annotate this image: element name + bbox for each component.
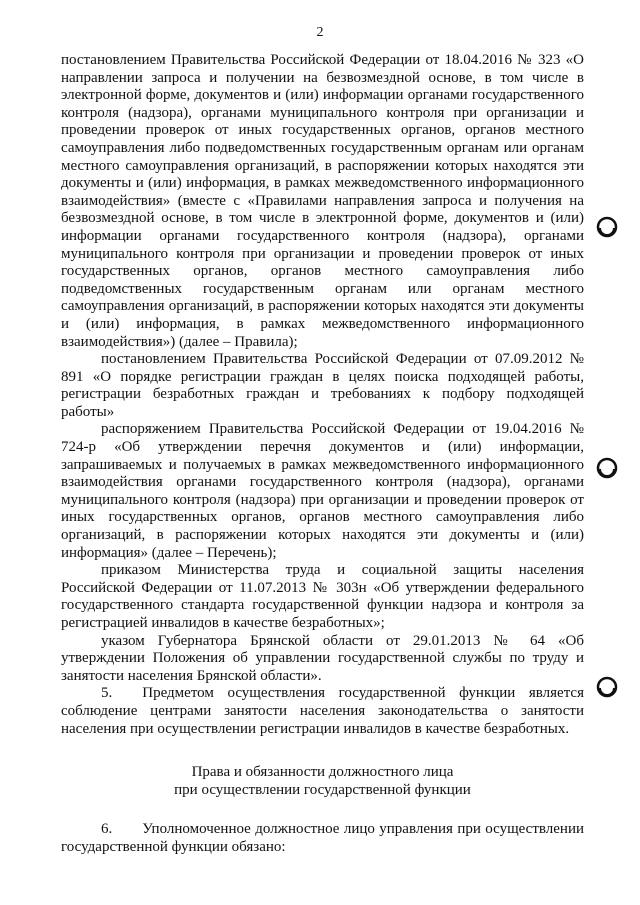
section-heading xyxy=(61,764,584,799)
section-heading-line-1: Права и обязанности должностного лица xyxy=(191,764,454,781)
paragraph-item-5: 5. Предметом осуществления государственной функции является соблюдение центрами занятости населения законодательства о занятости населения при осуществлении регистрации инвалидов в качестве безработных. xyxy=(61,685,584,737)
page-number: 2 xyxy=(316,25,324,40)
punch-hole-icon xyxy=(596,216,618,238)
paragraph-item-6: 6. Уполномоченное должностное лицо управления при осуществлении государственной функции обязано: xyxy=(61,821,584,855)
paragraph-decree-64: указом Губернатора Брянской области от 29.01.2013 № 64 «Об утверждении Положения об управлении государственной службы по труду и занятости населения Брянской области». xyxy=(61,632,584,684)
punch-hole-icon xyxy=(596,676,618,698)
document-body xyxy=(61,52,584,857)
paragraph-order-303n: приказом Министерства труда и социальной защиты населения Российской Федерации от 11.07.2013 № 303н «Об утверждении федерального государственного стандарта государственной функции надзора и контроля за регистрацией инвалидов в качестве безработных»; xyxy=(61,562,584,631)
punch-hole-icon xyxy=(596,457,618,479)
paragraph-order-724r: распоряжением Правительства Российской Федерации от 19.04.2016 № 724-р «Об утверждении перечня документов и (или) информации, запрашиваемых и получаемых в рамках межведомственного информационного взаимодействия органами государственного контроля (надзора), органами муниципального контроля (надзора) при организации и проведении проверок от иных государственных органов, органов местного самоуправления либо организаций, в распоряжении которых находятся эти документы и (или) информация» (далее – Перечень); xyxy=(61,421,584,561)
paragraph-resolution-891: постановлением Правительства Российской Федерации от 07.09.2012 № 891 «О порядке регистрации граждан в целях поиска подходящей работы, регистрации безработных граждан и требованиях к подбору подходящей работы» xyxy=(61,351,584,420)
paragraph-resolution-323: постановлением Правительства Российской Федерации от 18.04.2016 № 323 «О направлении запроса и получении на безвозмездной основе, в том числе в электронной форме, документов и (или) информации органами государственного контроля (надзора), органами муниципального контроля при организации и проведении проверок от иных государственных органов, органов местного самоуправления либо подведомственных государственным органам или органам местного самоуправления организаций, в распоряжении которых находятся эти документы и (или) информация, в рамках межведомственного информационного взаимодействия» (вместе с «Правилами направления запроса и получения на безвозмездной основе, в том числе в электронной форме, документов и (или) информации органами государственного контроля (надзора), органами муниципального контроля при организации и проведении проверок от иных государственных органов, органов местного самоуправления либо подведомственных государственным органам или органам местного самоуправления организаций, в распоряжении которых находятся эти документы и (или) информация, в рамках межведомственного информационного взаимодействия») (далее – Правила); xyxy=(61,52,584,350)
section-heading-line-2: при осуществлении государственной функции xyxy=(174,781,471,798)
